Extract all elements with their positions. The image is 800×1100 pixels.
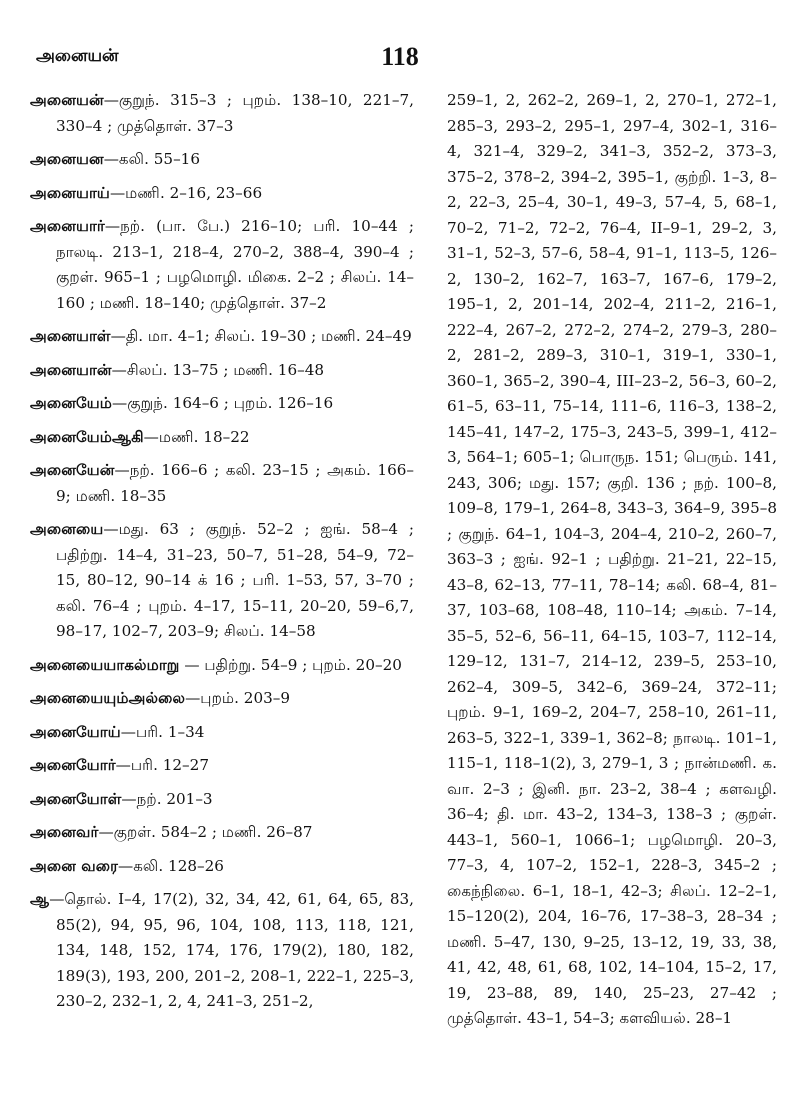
entry-headword: அனையை [30,520,104,538]
right-column [447,88,777,1032]
entry-references: —மணி. 18–22 [143,427,250,446]
entry-references: —நற். 166–6 ; கலி. 23–15 ; அகம். 166–9; மணி. 18–35 [56,461,414,505]
entry-references: —புறம். 203–9 [185,689,291,707]
entry-references: —குறள். 584–2 ; மணி. 26–87 [98,823,313,841]
entry-headword: அனையேம் [30,394,113,412]
entry-headword: அனையன [30,150,104,168]
dictionary-entry [30,358,414,384]
left-column [30,88,414,1023]
entry-references: —தி. மா. 4–1; சிலப். 19–30 ; மணி. 24–49 [110,327,412,345]
entry-references: —மணி. 2–16, 23–66 [109,183,263,202]
entry-headword: அனையோய் [30,722,121,741]
entry-references: —நற். 201–3 [121,789,213,808]
entry-references: —பரி. 12–27 [115,756,209,774]
entry-headword: அனைவர் [30,823,99,841]
dictionary-entry [30,854,414,880]
entry-continuation: 259–1, 2, 262–2, 269–1, 2, 270–1, 272–1, 285–3, 293–2, 295–1, 297–4, 302–1, 316–4, 321–4, 329–2, 341–3, 352–2, 373–3, 375–2, 378–2, 394–2, 395–1, குற்றி. 1–3, 8–2, 22–3, 25–4, 30–1, 49–3, 57–4, 5, 68–1, 70–2, 71–2, 72–2, 76–4, II–9–1, 29–2, 3, 31–1, 52–3, 57–6, 58–4, 91–1, 113–5, 126–2, 130–2, 162–7, 163–7, 167–6, 179–2, 195–1, 2, 201–14, 202–4, 211–2, 216–1, 222–4, 267–2, 272–2, 274–2, 279–3, 280–2, 281–2, 289–3, 310–1, 319–1, 330–1, 360–1, 365–2, 390–4, III–23–2, 56–3, 60–2, 61–5, 63–11, 75–14, 111–6, 116–3, 138–2, 145–41, 147–2, 175–3, 243–5, 399–1, 412–3, 564–1; 605–1; பொருந. 151; பெரும். 141, 243, 306; மது. 157; குறி. 136 ; நற். 100–8, 109–8, 179–1, 264–8, 343–3, 364–9, 395–8 ; குறுந். 64–1, 104–3, 204–4, 210–2, 260–7, 363–3 ; ஐங். 92–1 ; பதிற்று. 21–21, 22–15, 43–8, 62–13, 77–11, 78–14; கலி. 68–4, 81–37, 103–68, 108–48, 110–14; அகம். 7–14, 35–5, 52–6, 56–11, 64–15, 103–7, 112–14, 129–12, 131–7, 214–12, 239–5, 253–10, 262–4, 309–5, 342–6, 369–24, 372–11; புறம். 9–1, 169–2, 204–7, 258–10, 261–11, 263–5, 322–1, 339–1, 362–8; நாலடி. 101–1, 115–1, 118–1(2), 3, 279–1, 3 ; நான்மணி. க. வா. 2–3 ; இனி. நா. 23–2, 38–4 ; களவழி. 36–4; தி. மா. 43–2, 134–3, 138–3 ; குறள். 443–1, 560–1, 1066–1; பழமொழி. 20–3, 77–3, 4, 107–2, 152–1, 228–3, 345–2 ; கைந்நிலை. 6–1, 18–1, 42–3; சிலப். 12–2–1, 15–120(2), 204, 16–76, 17–38–3, 28–34 ; மணி. 5–47, 130, 9–25, 13–12, 19, 33, 38, 41, 42, 48, 61, 68, 102, 14–104, 15–2, 17, 19, 23–88, 89, 140, 25–23, 27–42 ; முத்தொள். 43–1, 54–3; களவியல். 28–1 [447,91,777,1027]
entry-references: —கலி. 128–26 [118,856,224,875]
dictionary-entry [30,214,414,316]
entry-references: —தொல். I–4, 17(2), 32, 34, 42, 61, 64, 65, 83, 85(2), 94, 95, 96, 104, 108, 113, 118, 121, 134, 148, 152, 174, 176, 179(2), 180, 182, 189(3), 193, 200, 201–2, 208–1, 222–1, 225–3, 230–2, 232–1, 2, 4, 241–3, 251–2, [49,890,414,1010]
entry-headword: அனையேம்ஆகி [30,427,144,446]
dictionary-entry [30,88,414,139]
running-head: அனையன் [36,46,119,66]
entry-headword: அனையன் [30,91,104,109]
entry-references: —நற். (பா. பே.) 216–10; பரி. 10–44 ; நாலடி. 213–1, 218–4, 270–2, 388–4, 390–4 ; குறள். 965–1 ; பழமொழி. மிகை. 2–2 ; சிலப். 14–160 ; மணி. 18–140; முத்தொள். 37–2 [56,217,414,312]
entry-headword: அனையாள் [30,327,111,345]
page-header [36,42,764,78]
dictionary-entry [30,147,414,173]
entry-headword: அனையான் [30,360,112,379]
entry-headword: அனையோர் [30,756,116,774]
entry-headword: அனையோள் [30,789,122,808]
dictionary-entry [30,517,414,645]
entry-references: —பரி. 1–34 [120,722,205,741]
entry-headword: அனையார் [30,217,105,235]
entry-headword: அனையையாகல்மாறு [30,655,180,674]
dictionary-entry [30,753,414,779]
dictionary-entry [30,887,414,1015]
dictionary-entry [30,653,414,679]
dictionary-entry [30,425,414,451]
entry-references: —கலி. 55–16 [103,150,201,168]
entry-headword: அனை வரை [30,856,119,875]
dictionary-entry [30,820,414,846]
dictionary-entry [30,181,414,207]
entry-references: —குறுந். 315–3 ; புறம். 138–10, 221–7, 330–4 ; முத்தொள். 37–3 [56,91,414,135]
dictionary-entry [30,787,414,813]
entry-references: —சிலப். 13–75 ; மணி. 16–48 [111,360,325,379]
dictionary-entry [30,686,414,712]
entry-headword: அனையாய் [30,183,110,202]
dictionary-entry [30,391,414,417]
entry-references: —மது. 63 ; குறுந். 52–2 ; ஐங். 58–4 ; பதிற்று. 14–4, 31–23, 50–7, 51–28, 54–9, 72–15, 80–12, 90–14 க் 16 ; பரி. 1–53, 57, 3–70 ; கலி. 76–4 ; புறம். 4–17, 15–11, 20–20, 59–6,7, 98–17, 102–7, 203–9; சிலப். 14–58 [56,520,414,640]
entry-headword: ஆ [30,890,50,908]
page-number: 118 [381,42,419,71]
entry-references: —குறுந். 164–6 ; புறம். 126–16 [112,394,334,412]
dictionary-entry [30,720,414,746]
dictionary-entry [30,324,414,350]
entry-headword: அனையேன் [30,461,115,479]
dictionary-entry [30,458,414,509]
entry-references: — பதிற்று. 54–9 ; புறம். 20–20 [179,655,402,674]
entry-headword: அனையையும்அல்லை [30,689,186,707]
